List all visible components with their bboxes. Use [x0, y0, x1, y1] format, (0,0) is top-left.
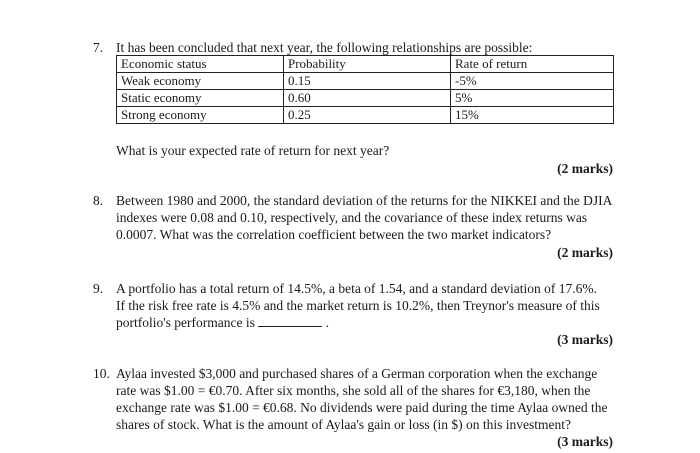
- header-probability: Probability: [284, 56, 451, 73]
- cell-return: -5%: [451, 73, 614, 90]
- q7-marks: (2 marks): [557, 161, 613, 176]
- q7-question: What is your expected rate of return for next year?: [116, 143, 390, 158]
- q10-marks: (3 marks): [557, 434, 613, 449]
- q9-number: 9.: [93, 281, 104, 296]
- q7-number: 7.: [93, 40, 104, 55]
- header-rate-of-return: Rate of return: [451, 56, 614, 73]
- cell-probability: 0.60: [284, 90, 451, 107]
- cell-status: Strong economy: [117, 107, 284, 124]
- header-economic-status: Economic status: [117, 56, 284, 73]
- q10-number: 10.: [93, 366, 110, 381]
- cell-return: 15%: [451, 107, 614, 124]
- q8-line-1: Between 1980 and 2000, the standard deviation of the returns for the NIKKEI and the DJIA: [116, 193, 613, 208]
- q9-line-1: A portfolio has a total return of 14.5%, a beta of 1.54, and a standard deviation of 17.6%.: [116, 281, 597, 296]
- q9-marks: (3 marks): [557, 332, 613, 347]
- table-row: [117, 90, 614, 107]
- cell-probability: 0.15: [284, 73, 451, 90]
- q10-line-4: shares of stock. What is the amount of Aylaa's gain or loss (in $) on this investment?: [116, 417, 571, 432]
- table-row: [117, 107, 614, 124]
- q8-number: 8.: [93, 193, 104, 208]
- cell-status: Weak economy: [117, 73, 284, 90]
- q9-line-3: [116, 314, 329, 331]
- table-header-row: [117, 56, 614, 73]
- q10-line-1: Aylaa invested $3,000 and purchased shares of a German corporation when the exchange: [116, 366, 598, 381]
- q9-line-3-text: portfolio's performance is: [116, 315, 255, 330]
- q8-line-3: 0.0007. What was the correlation coefficient between the two market indicators?: [116, 227, 552, 242]
- q10-line-3: exchange rate was $1.00 = €0.68. No dividends were paid during the time Aylaa owned the: [116, 400, 608, 415]
- rate-of-return-table: [116, 55, 614, 124]
- q7-intro: It has been concluded that next year, the following relationships are possible:: [116, 40, 533, 55]
- q9-line-2: If the risk free rate is 4.5% and the market return is 10.2%, then Treynor's measure of this: [116, 298, 600, 313]
- cell-return: 5%: [451, 90, 614, 107]
- q9-blank-period: .: [325, 315, 330, 330]
- answer-blank: [258, 314, 322, 327]
- q8-marks: (2 marks): [557, 245, 613, 260]
- q10-line-2: rate was $1.00 = €0.70. After six months, she sold all of the shares for €3,180, when the: [116, 383, 591, 398]
- cell-status: Static economy: [117, 90, 284, 107]
- table-row: [117, 73, 614, 90]
- cell-probability: 0.25: [284, 107, 451, 124]
- q8-line-2: indexes were 0.08 and 0.10, respectively, and the covariance of these index returns was: [116, 210, 588, 225]
